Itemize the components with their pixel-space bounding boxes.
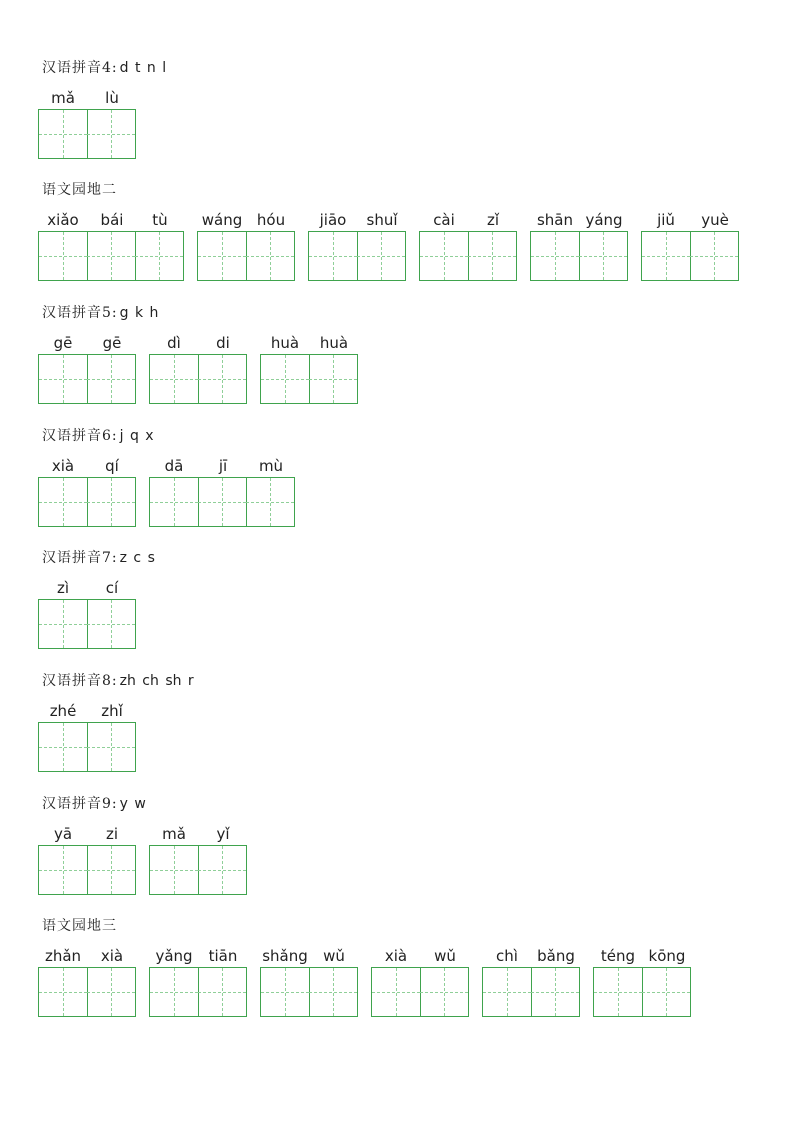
section-sounds: z c s [119, 550, 155, 566]
pinyin-word [308, 209, 358, 281]
word-group [641, 209, 739, 281]
pinyin-word [199, 332, 247, 404]
word-group [38, 87, 136, 159]
tianzige-cell[interactable] [482, 967, 532, 1017]
word-group [38, 332, 136, 404]
tianzige-cell[interactable] [149, 477, 199, 527]
pinyin-word [38, 700, 88, 772]
tianzige-cell[interactable] [197, 231, 247, 281]
pinyin-label: di [216, 334, 230, 352]
pinyin-word [88, 455, 136, 527]
pinyin-label: zhǐ [101, 702, 123, 720]
pinyin-word [530, 209, 580, 281]
pinyin-word [643, 945, 691, 1017]
word-groups [38, 455, 295, 527]
word-group [308, 209, 406, 281]
word-group [38, 577, 136, 649]
tianzige-cell[interactable] [308, 231, 358, 281]
pinyin-word [149, 823, 199, 895]
pinyin-word [247, 455, 295, 527]
tianzige-cell[interactable] [198, 354, 247, 404]
pinyin-label: gē [53, 334, 73, 352]
tianzige-cell[interactable] [38, 231, 88, 281]
section-sounds: zh ch sh r [119, 673, 194, 689]
pinyin-label: qí [105, 457, 119, 475]
section-title: 汉语拼音6: [42, 428, 118, 444]
tianzige-cell[interactable] [531, 967, 580, 1017]
section-title: 语文园地三 [42, 918, 117, 934]
pinyin-label: jiāo [319, 211, 347, 229]
tianzige-cell[interactable] [87, 722, 136, 772]
section-heading [42, 915, 119, 937]
tianzige-cell[interactable] [149, 967, 199, 1017]
pinyin-label: huà [319, 334, 349, 352]
word-groups [38, 332, 358, 404]
section-title: 汉语拼音7: [42, 550, 118, 566]
tianzige-cell[interactable] [38, 845, 88, 895]
pinyin-label: tiān [208, 947, 238, 965]
pinyin-label: zhǎn [44, 947, 82, 965]
word-groups [38, 87, 136, 159]
pinyin-word [136, 209, 184, 281]
pinyin-label: jī [218, 457, 228, 475]
pinyin-label: bǎng [537, 947, 575, 965]
pinyin-label: xià [100, 947, 124, 965]
pinyin-word [199, 823, 247, 895]
tianzige-cell[interactable] [357, 231, 406, 281]
pinyin-word [310, 945, 358, 1017]
tianzige-cell[interactable] [420, 967, 469, 1017]
section-sounds: j q x [119, 428, 154, 444]
tianzige-cell[interactable] [198, 845, 247, 895]
pinyin-word [371, 945, 421, 1017]
pinyin-label: wǔ [323, 947, 345, 965]
section-heading [42, 670, 194, 692]
word-groups [38, 823, 247, 895]
pinyin-word [199, 945, 247, 1017]
tianzige-cell[interactable] [38, 722, 88, 772]
tianzige-cell[interactable] [87, 354, 136, 404]
pinyin-label: tù [152, 211, 168, 229]
pinyin-word [88, 700, 136, 772]
word-group [482, 945, 580, 1017]
tianzige-cell[interactable] [87, 109, 136, 159]
pinyin-label: kōng [648, 947, 686, 965]
tianzige-cell[interactable] [149, 354, 199, 404]
pinyin-word [358, 209, 406, 281]
pinyin-word [641, 209, 691, 281]
tianzige-cell[interactable] [260, 354, 310, 404]
pinyin-label: yáng [585, 211, 623, 229]
tianzige-cell[interactable] [38, 354, 88, 404]
tianzige-cell[interactable] [579, 231, 628, 281]
pinyin-label: gē [102, 334, 122, 352]
word-group [197, 209, 295, 281]
tianzige-cell[interactable] [38, 599, 88, 649]
tianzige-cell[interactable] [419, 231, 469, 281]
pinyin-label: cí [105, 579, 119, 597]
pinyin-word [580, 209, 628, 281]
pinyin-label: shuǐ [366, 211, 398, 229]
word-group [149, 332, 247, 404]
pinyin-label: xiǎo [47, 211, 79, 229]
pinyin-word [197, 209, 247, 281]
word-group [530, 209, 628, 281]
word-group [260, 332, 358, 404]
pinyin-word [38, 577, 88, 649]
pinyin-word [38, 823, 88, 895]
section-heading [42, 302, 158, 324]
pinyin-label: mǎ [51, 89, 75, 107]
pinyin-word [469, 209, 517, 281]
section-sounds: g k h [119, 305, 159, 321]
tianzige-cell[interactable] [642, 967, 691, 1017]
pinyin-label: zǐ [486, 211, 500, 229]
tianzige-cell[interactable] [530, 231, 580, 281]
section-sounds: y w [119, 796, 146, 812]
pinyin-label: zi [105, 825, 119, 843]
pinyin-word [532, 945, 580, 1017]
pinyin-label: yǎng [155, 947, 193, 965]
section-heading [42, 547, 155, 569]
pinyin-word [38, 455, 88, 527]
tianzige-cell[interactable] [246, 231, 295, 281]
tianzige-cell[interactable] [38, 477, 88, 527]
pinyin-word [88, 823, 136, 895]
section-title: 语文园地二 [42, 182, 117, 198]
tianzige-cell[interactable] [246, 477, 295, 527]
tianzige-cell[interactable] [38, 967, 88, 1017]
pinyin-label: xià [51, 457, 75, 475]
tianzige-cell[interactable] [87, 967, 136, 1017]
word-groups [38, 700, 136, 772]
pinyin-word [38, 945, 88, 1017]
section-heading [42, 793, 146, 815]
pinyin-word [149, 945, 199, 1017]
pinyin-word [482, 945, 532, 1017]
pinyin-label: zhé [49, 702, 77, 720]
pinyin-label: xià [384, 947, 408, 965]
word-group [38, 945, 136, 1017]
word-group [38, 700, 136, 772]
pinyin-label: chì [496, 947, 518, 965]
pinyin-label: cài [433, 211, 455, 229]
section-title: 汉语拼音4: [42, 60, 118, 76]
pinyin-word [88, 577, 136, 649]
tianzige-cell[interactable] [87, 231, 136, 281]
pinyin-word [247, 209, 295, 281]
tianzige-cell[interactable] [87, 477, 136, 527]
tianzige-cell[interactable] [260, 967, 310, 1017]
word-group [371, 945, 469, 1017]
tianzige-cell[interactable] [198, 477, 247, 527]
pinyin-label: shān [536, 211, 574, 229]
pinyin-word [421, 945, 469, 1017]
pinyin-word [260, 945, 310, 1017]
tianzige-cell[interactable] [371, 967, 421, 1017]
pinyin-word [691, 209, 739, 281]
pinyin-word [149, 332, 199, 404]
pinyin-label: wǔ [434, 947, 456, 965]
word-group [38, 823, 136, 895]
tianzige-cell[interactable] [593, 967, 643, 1017]
word-group [149, 823, 247, 895]
section-sounds: d t n l [119, 60, 167, 76]
word-groups [38, 945, 691, 1017]
tianzige-cell[interactable] [641, 231, 691, 281]
pinyin-label: huà [270, 334, 300, 352]
tianzige-cell[interactable] [468, 231, 517, 281]
section-title: 汉语拼音9: [42, 796, 118, 812]
word-group [419, 209, 517, 281]
pinyin-label: shǎng [262, 947, 308, 965]
section-heading [42, 179, 119, 201]
pinyin-label: téng [600, 947, 636, 965]
pinyin-word [310, 332, 358, 404]
pinyin-label: jiǔ [657, 211, 675, 229]
pinyin-label: wáng [201, 211, 243, 229]
tianzige-cell[interactable] [87, 599, 136, 649]
pinyin-word [88, 945, 136, 1017]
pinyin-word [88, 209, 136, 281]
pinyin-word [88, 332, 136, 404]
pinyin-label: zì [56, 579, 70, 597]
word-group [38, 209, 184, 281]
section-title: 汉语拼音8: [42, 673, 118, 689]
section-heading [42, 57, 166, 79]
word-group [260, 945, 358, 1017]
pinyin-label: yā [53, 825, 73, 843]
tianzige-cell[interactable] [87, 845, 136, 895]
pinyin-label: mǎ [162, 825, 186, 843]
pinyin-word [199, 455, 247, 527]
tianzige-cell[interactable] [309, 967, 358, 1017]
pinyin-word [88, 87, 136, 159]
section-heading [42, 425, 154, 447]
pinyin-word [593, 945, 643, 1017]
word-group [593, 945, 691, 1017]
tianzige-cell[interactable] [309, 354, 358, 404]
word-group [38, 455, 136, 527]
pinyin-word [260, 332, 310, 404]
tianzige-cell[interactable] [38, 109, 88, 159]
pinyin-label: yǐ [216, 825, 230, 843]
pinyin-word [149, 455, 199, 527]
tianzige-cell[interactable] [198, 967, 247, 1017]
section-title: 汉语拼音5: [42, 305, 118, 321]
pinyin-label: mù [258, 457, 284, 475]
pinyin-word [38, 209, 88, 281]
pinyin-label: lù [105, 89, 119, 107]
pinyin-label: yuè [701, 211, 729, 229]
tianzige-cell[interactable] [135, 231, 184, 281]
pinyin-label: dā [164, 457, 184, 475]
word-groups [38, 209, 739, 281]
pinyin-word [38, 332, 88, 404]
word-group [149, 945, 247, 1017]
pinyin-word [38, 87, 88, 159]
pinyin-label: dì [167, 334, 181, 352]
tianzige-cell[interactable] [149, 845, 199, 895]
pinyin-label: bái [100, 211, 124, 229]
word-group [149, 455, 295, 527]
word-groups [38, 577, 136, 649]
tianzige-cell[interactable] [690, 231, 739, 281]
pinyin-label: hóu [256, 211, 286, 229]
pinyin-word [419, 209, 469, 281]
